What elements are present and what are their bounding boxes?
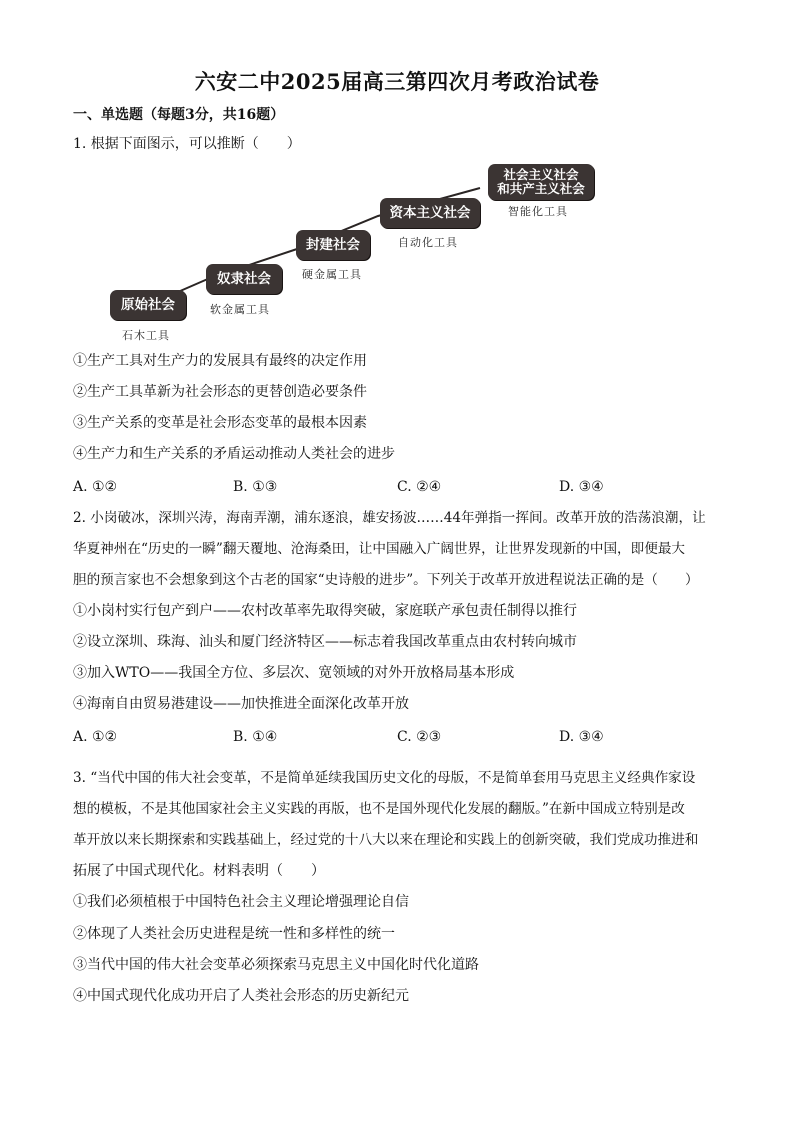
tool-slave: 软金属工具 [210, 303, 270, 316]
q3-item-1: ①我们必须植根于中国特色社会主义理论增强理论自信 [73, 894, 409, 910]
q2-option-c[interactable]: C. ②③ [397, 729, 442, 745]
q1-option-a[interactable]: A. ①② [73, 479, 118, 495]
tool-primitive: 石木工具 [122, 329, 170, 342]
tool-feudal: 硬金属工具 [302, 268, 362, 281]
stage-socialist-line1: 社会主义社会 [503, 167, 579, 182]
q2-item-3: ③加入WTO——我国全方位、多层次、宽领域的对外开放格局基本形成 [73, 665, 515, 681]
stage-capitalist: 资本主义社会 [380, 198, 480, 228]
stage-feudal: 封建社会 [296, 230, 370, 260]
q2-item-1: ①小岗村实行包产到户——农村改革率先取得突破，家庭联产承包责任制得以推行 [73, 603, 577, 619]
q2-option-d[interactable]: D. ③④ [559, 729, 604, 745]
q2-stem-line-3: 胆的预言家也不会想象到这个古老的国家“史诗般的进步”。下列关于改革开放进程说法正确的是（ ） [73, 572, 699, 588]
stage-primitive: 原始社会 [110, 290, 186, 320]
q2-item-2: ②设立深圳、珠海、汕头和厦门经济特区——标志着我国改革重点由农村转向城市 [73, 634, 577, 650]
q2-option-b[interactable]: B. ①④ [233, 729, 278, 745]
stage-socialist-line2: 和共产主义社会 [497, 181, 585, 196]
q1-stem: 1. 根据下面图示，可以推断（ ） [73, 136, 301, 152]
q1-option-c[interactable]: C. ②④ [397, 479, 442, 495]
q1-item-2: ②生产工具革新为社会形态的更替创造必要条件 [73, 384, 367, 400]
q2-stem-line-2: 华夏神州在“历史的一瞬”翻天覆地、沧海桑田，让中国融入广阔世界，让世界发现新的中国，即便最大 [73, 541, 686, 557]
q3-stem-line-2: 想的模板，不是其他国家社会主义实践的再版，也不是国外现代化发展的翻版。”在新中国成立特别是改 [73, 801, 685, 817]
q3-stem-line-1: 3. “当代中国的伟大社会变革，不是简单延续我国历史文化的母版，不是简单套用马克思主义经典作家设 [73, 770, 696, 786]
q2-option-a[interactable]: A. ①② [73, 729, 118, 745]
exam-title: 六安二中2025届高三第四次月考政治试卷 [194, 69, 600, 94]
q1-item-3: ③生产关系的变革是社会形态变革的最根本因素 [73, 415, 367, 431]
q3-item-2: ②体现了人类社会历史进程是统一性和多样性的统一 [73, 926, 395, 942]
q3-item-3: ③当代中国的伟大社会变革必须探索马克思主义中国化时代化道路 [73, 957, 479, 973]
section-heading: 一、单选题（每题3分，共16题） [73, 107, 285, 123]
q3-stem-line-4: 拓展了中国式现代化。材料表明（ ） [73, 863, 325, 879]
tool-capitalist: 自动化工具 [398, 236, 458, 249]
stage-socialist-communist [488, 164, 594, 200]
q3-item-4: ④中国式现代化成功开启了人类社会形态的历史新纪元 [73, 988, 409, 1004]
tool-socialist: 智能化工具 [508, 205, 568, 218]
q1-option-b[interactable]: B. ①③ [233, 479, 278, 495]
q1-option-d[interactable]: D. ③④ [559, 479, 604, 495]
q3-stem-line-3: 革开放以来长期探索和实践基础上，经过党的十八大以来在理论和实践上的创新突破，我们党成功推进和 [73, 832, 699, 848]
stage-slave: 奴隶社会 [206, 264, 282, 294]
q2-item-4: ④海南自由贸易港建设——加快推进全面深化改革开放 [73, 696, 409, 712]
q2-stem-line-1: 2. 小岗破冰，深圳兴涛，海南弄潮，浦东逐浪，雄安扬波……44年弹指一挥间。改革开放的浩荡浪潮，让 [73, 510, 706, 526]
q1-item-4: ④生产力和生产关系的矛盾运动推动人类社会的进步 [73, 446, 395, 462]
society-stages-diagram [100, 160, 620, 350]
q1-item-1: ①生产工具对生产力的发展具有最终的决定作用 [73, 353, 367, 369]
